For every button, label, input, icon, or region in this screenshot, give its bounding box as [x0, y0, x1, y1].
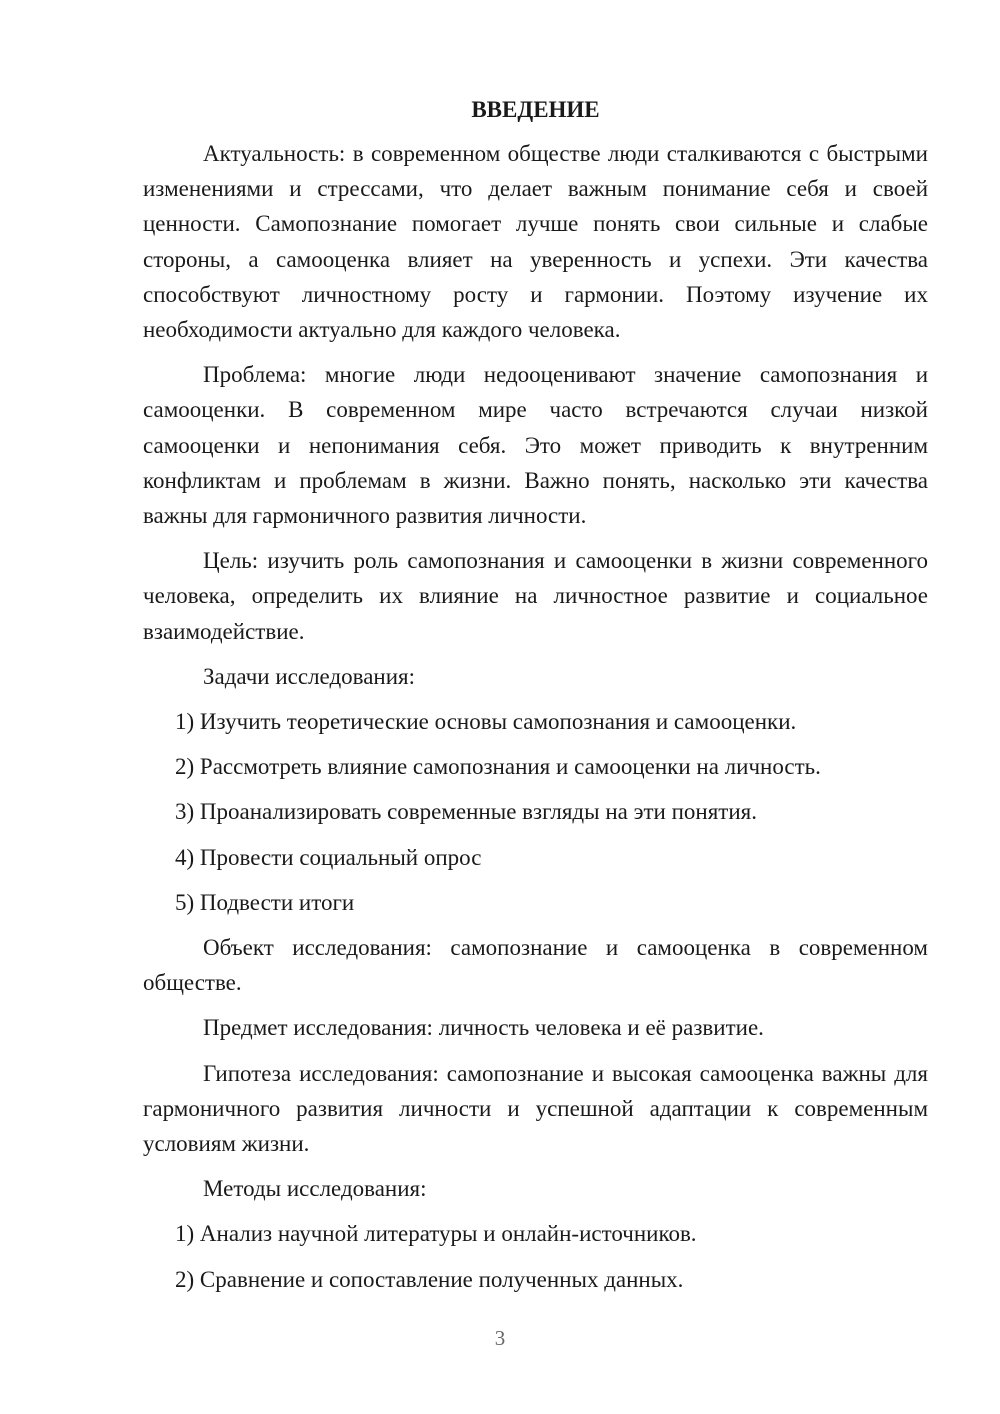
tasks-heading: Задачи исследования:	[203, 663, 416, 689]
list-item: 5) Подвести итоги	[175, 889, 355, 915]
section-title: ВВЕДЕНИЕ	[471, 97, 600, 122]
page-number: 3	[494, 1326, 506, 1350]
list-item: 1) Изучить теоретические основы самопознания и самооценки.	[175, 709, 797, 735]
object-paragraph: Объект исследования: самопознание и самооценка в современном обществе.	[143, 935, 928, 996]
subject-paragraph: Предмет исследования: личность человека и её развитие.	[203, 1015, 764, 1041]
goal-paragraph: Цель: изучить роль самопознания и самооценки в жизни современного человека, определить их влияние на личностное развитие и социальное взаимодействие.	[143, 548, 928, 644]
relevance-paragraph: Актуальность: в современном обществе люди сталкиваются с быстрыми изменениями и стрессами, что делает важным понимание себя и своей ценности. Самопознание помогает лучше понять свои сильные и слабые стороны, а самооценка влияет на уверенность и успехи. Эти качества способствуют личностному росту и гармонии. Поэтому изучение их необходимости актуально для каждого человека.	[143, 141, 928, 343]
document-page	[143, 94, 928, 1307]
hypothesis-paragraph: Гипотеза исследования: самопознание и высокая самооценка важны для гармоничного развития личности и успешной адаптации к современным условиям жизни.	[143, 1060, 928, 1157]
tasks-list	[143, 704, 928, 920]
problem-paragraph: Проблема: многие люди недооценивают значение самопознания и самооценки. В современном мире часто встречаются случаи низкой самооценки и непонимания себя. Это может приводить к внутренним конфликтам и проблемам в жизни. Важно понять, насколько эти качества важны для гармоничного развития личности.	[143, 362, 928, 529]
list-item: 2) Сравнение и сопоставление полученных данных.	[175, 1266, 684, 1292]
methods-heading: Методы исследования:	[203, 1176, 427, 1202]
list-item: 3) Проанализировать современные взгляды на эти понятия.	[175, 799, 757, 825]
list-item: 4) Провести социальный опрос	[175, 844, 482, 870]
methods-list	[143, 1216, 928, 1296]
list-item: 2) Рассмотреть влияние самопознания и самооценки на личность.	[175, 754, 821, 780]
list-item: 1) Анализ научной литературы и онлайн-источников.	[175, 1221, 697, 1247]
